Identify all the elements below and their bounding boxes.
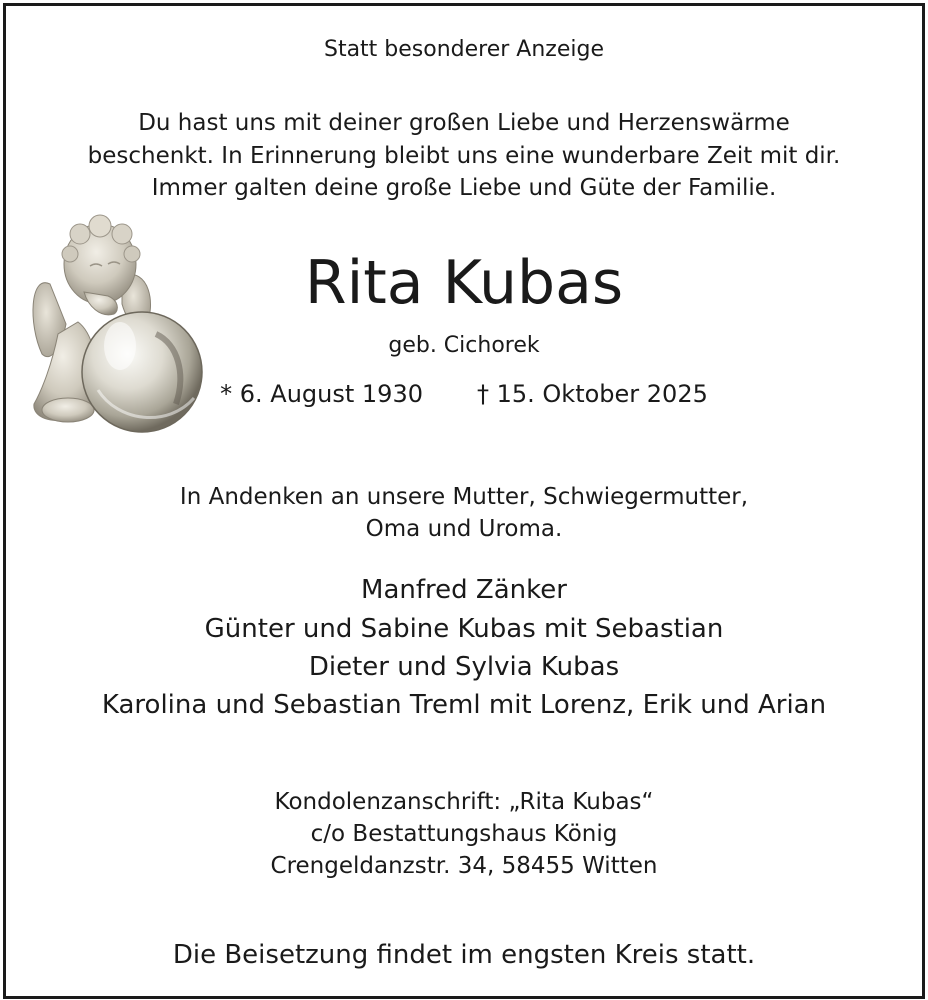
deceased-name: Rita Kubas [304,248,624,318]
death-date: † 15. Oktober 2025 [476,380,708,408]
verse-line: Immer galten deine große Liebe und Güte der Familie. [151,175,777,201]
memory-line: Oma und Uroma. [365,516,563,542]
mourner-name: Dieter und Sylvia Kubas [308,652,620,682]
birth-date: * 6. August 1930 [220,380,423,408]
verse-line: beschenkt. In Erinnerung bleibt uns eine wunderbare Zeit mit dir. [87,143,841,169]
mourner-name: Günter und Sabine Kubas mit Sebastian [204,614,724,644]
condolence-address-line: Crengeldanzstr. 34, 58455 Witten [270,853,658,879]
memory-line: In Andenken an unsere Mutter, Schwiegermutter, [179,484,749,510]
verse-line: Du hast uns mit deiner großen Liebe und Herzenswärme [138,110,790,136]
mourner-name: Manfred Zänker [361,575,567,605]
maiden-name: geb. Cichorek [388,333,540,358]
mourner-name: Karolina und Sebastian Treml mit Lorenz, Erik und Arian [101,690,827,720]
life-dates [0,380,928,408]
condolence-address-line: Kondolenzanschrift: „Rita Kubas“ [274,789,654,815]
condolence-address-line: c/o Bestattungshaus König [310,821,618,847]
notice-heading: Statt besonderer Anzeige [323,37,604,62]
funeral-note: Die Beisetzung findet im engsten Kreis statt. [172,940,756,970]
